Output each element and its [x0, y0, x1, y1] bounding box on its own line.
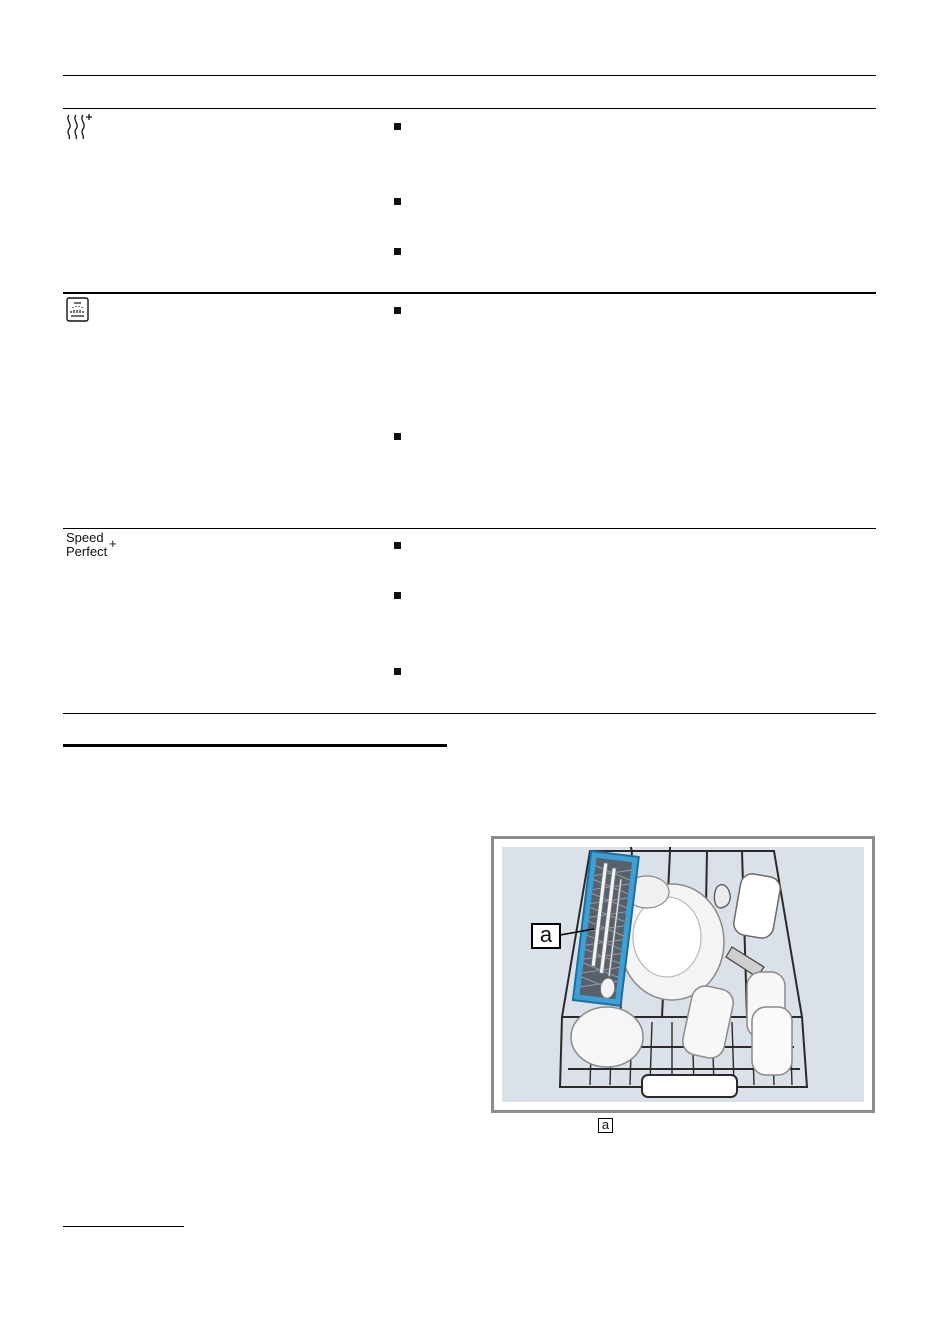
speed-perfect-plus-icon — [66, 531, 107, 559]
table-top-rule — [63, 75, 876, 76]
callout-label-a: a — [531, 923, 561, 949]
list-bullet — [394, 307, 401, 314]
list-bullet — [394, 248, 401, 255]
table-header-rule — [63, 108, 876, 109]
list-bullet — [394, 123, 401, 130]
speed-label-line1: Speed — [66, 530, 104, 545]
caption-marker-a: a — [598, 1118, 613, 1133]
row-divider — [63, 528, 876, 529]
list-bullet — [394, 198, 401, 205]
section-heading-rule — [63, 744, 447, 747]
footnote-rule — [63, 1226, 184, 1227]
dishwasher-basket-figure — [491, 836, 875, 1113]
list-bullet — [394, 668, 401, 675]
table-bottom-rule — [63, 713, 876, 714]
row-divider — [63, 292, 876, 294]
basket-illustration — [502, 847, 864, 1102]
speed-plus-sign: + — [109, 536, 117, 551]
hygiene-plus-icon — [66, 297, 90, 323]
list-bullet — [394, 592, 401, 599]
intensive-zone-icon — [65, 111, 97, 141]
figure-background — [502, 847, 864, 1102]
list-bullet — [394, 433, 401, 440]
list-bullet — [394, 542, 401, 549]
speed-label-line2: Perfect — [66, 544, 108, 559]
